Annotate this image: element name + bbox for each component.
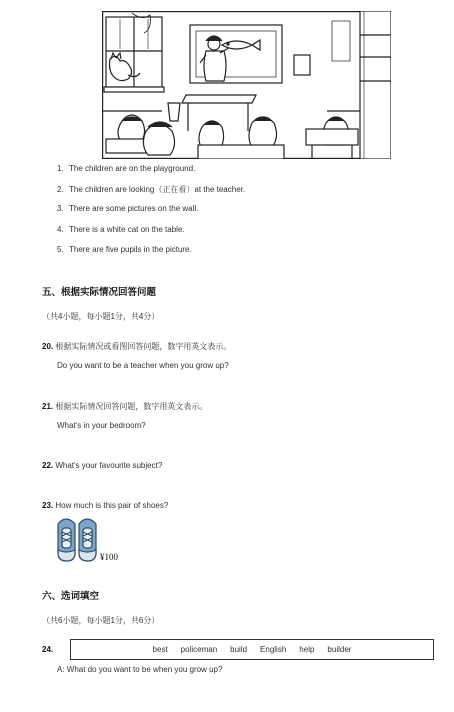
question-23: 23. How much is this pair of shoes? xyxy=(42,501,169,510)
question-22: 22. What's your favourite subject? xyxy=(42,461,163,470)
section-5-title: 五、根据实际情况回答问题 xyxy=(42,287,157,298)
word-bank-item: build xyxy=(230,645,248,654)
word-bank-item: builder xyxy=(327,645,352,654)
word-bank-item: best xyxy=(152,645,168,654)
word-bank-item: policeman xyxy=(180,645,218,654)
classroom-illustration xyxy=(102,11,391,159)
section-6-title: 六、选词填空 xyxy=(42,591,100,602)
statement-4: 4. There is a white cat on the table. xyxy=(57,225,185,234)
statement-5: 5. There are five pupils in the picture. xyxy=(57,245,192,254)
word-bank xyxy=(70,639,434,660)
statement-3: 3. There are some pictures on the wall. xyxy=(57,204,199,213)
section-5-note: （共4小题，每小题1分，共4分） xyxy=(42,312,160,321)
word-bank-item: help xyxy=(299,645,315,654)
question-24-number: 24. xyxy=(42,645,54,654)
shoes-price: ¥100 xyxy=(100,552,118,562)
question-20-text: Do you want to be a teacher when you grow up? xyxy=(57,361,229,370)
statement-2: 2. The children are looking（正在看）at the teacher. xyxy=(57,185,246,194)
sneakers-image xyxy=(55,516,99,562)
section-6-note: （共6小题，每小题1分，共6分） xyxy=(42,616,160,625)
question-21: 21. 根据实际情况回答问题，数字用英文表示。 xyxy=(42,402,208,411)
question-21-text: What's in your bedroom? xyxy=(57,421,146,430)
question-24-text: A: What do you want to be when you grow up? xyxy=(57,665,223,674)
statement-1: 1. The children are on the playground. xyxy=(57,164,196,173)
word-bank-item: English xyxy=(260,645,287,654)
question-20: 20. 根据实际情况或看图回答问题，数字用英文表示。 xyxy=(42,342,232,351)
